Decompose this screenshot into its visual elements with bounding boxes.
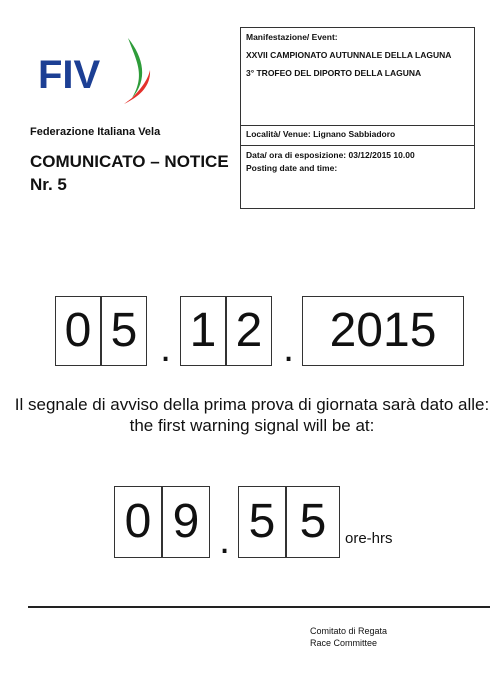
race-committee: [310, 625, 387, 649]
time-separator: .: [219, 518, 231, 562]
notice-number: Nr. 5: [30, 175, 67, 194]
venue-text: Località/ Venue: Lignano Sabbiadoro: [246, 129, 396, 139]
time-minute-digit-1: 5: [238, 486, 286, 558]
time-minute-digit-2: 5: [286, 486, 340, 558]
event-name-2: 3° TROFEO DEL DIPORTO DELLA LAGUNA: [246, 68, 422, 78]
venue-section: [241, 126, 474, 146]
event-section: [241, 28, 474, 126]
date-separator-2: .: [283, 326, 295, 370]
date-month-digit-1: 1: [180, 296, 226, 366]
footer-divider: [28, 606, 490, 608]
committee-it: Comitato di Regata: [310, 626, 388, 636]
date-separator-1: .: [160, 326, 172, 370]
date-day-digit-1: 0: [55, 296, 101, 366]
time-hour-digit-2: 9: [162, 486, 210, 558]
date-year: 2015: [302, 296, 464, 366]
notice-title-line1: COMUNICATO – NOTICE: [30, 152, 229, 171]
posting-section: [241, 146, 474, 206]
signal-text-en: the first warning signal will be at:: [129, 416, 375, 435]
event-name-1: XXVII CAMPIONATO AUTUNNALE DELLA LAGUNA: [246, 50, 452, 60]
date-month-digit-2: 2: [226, 296, 272, 366]
logo-text: FIV: [38, 53, 101, 97]
posting-date: Data/ ora di esposizione: 03/12/2015 10.00: [246, 150, 415, 160]
posting-label: Posting date and time:: [246, 163, 338, 173]
event-label: Manifestazione/ Event:: [246, 32, 338, 42]
committee-en: Race Committee: [310, 638, 378, 648]
notice-title: [30, 150, 229, 196]
event-info-box: [240, 27, 475, 209]
time-hour-digit-1: 0: [114, 486, 162, 558]
date-day-digit-2: 5: [101, 296, 147, 366]
signal-text-it: Il segnale di avviso della prima prova di giornata sarà dato alle:: [14, 395, 490, 414]
fiv-logo: [36, 30, 156, 120]
time-unit: ore-hrs: [345, 530, 393, 547]
federation-name: Federazione Italiana Vela: [30, 126, 161, 138]
